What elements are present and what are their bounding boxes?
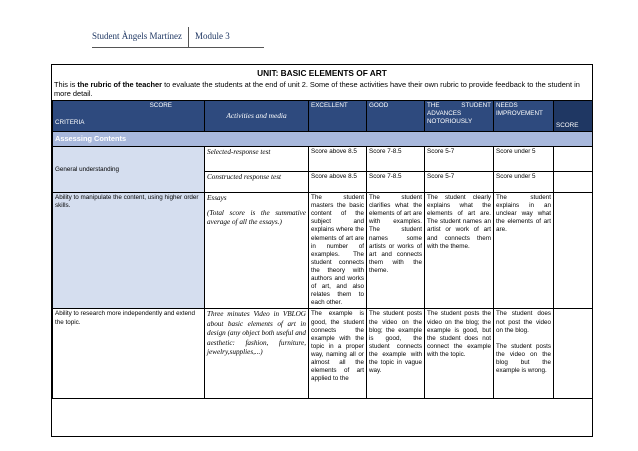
- cell-needs: Score under 5: [494, 147, 554, 172]
- cell-good: The student posts the video on the blog; the example is good, the student connects the example with the topic in vague way.: [367, 309, 425, 399]
- unit-title: UNIT: BASIC ELEMENTS OF ART: [257, 68, 387, 78]
- header-row: [53, 101, 593, 132]
- cell-advances: The student clearly explains what the elements of art are. The student names an artist or work of art and connects them with the theme.: [425, 193, 494, 309]
- intro-paragraph: [52, 80, 592, 100]
- cell-excellent: Score above 8.5: [309, 147, 367, 172]
- activities-header: Activities and media: [205, 101, 309, 132]
- cell-score: [554, 147, 593, 172]
- cell-good: Score 7-8.5: [367, 172, 425, 193]
- advances-header: THE STUDENT ADVANCES NOTORIOUSLY: [425, 101, 494, 132]
- criteria-general-understanding: General understanding: [53, 147, 205, 193]
- intro-bold: the rubric of the teacher: [77, 80, 163, 89]
- cell-advances: The student posts the video on the blog; the example is good, but the student does not connect the example with the topic.: [425, 309, 494, 399]
- needs-text-1: The student does not post the video on the blog.: [496, 310, 551, 334]
- module-label: Module 3: [194, 31, 230, 41]
- activity-essays-note: (Total score is the summative average of all the essays.): [207, 208, 306, 227]
- excellent-header: EXCELLENT: [309, 101, 367, 132]
- intro-prefix: This is: [54, 80, 78, 89]
- activity-essays-title: Essays: [207, 194, 227, 203]
- table-row: [53, 193, 593, 309]
- cell-needs: [494, 309, 554, 399]
- activity-video-vblog: Three minutes Video in VBLOG about basic elements of art in design (any object both useful and aesthetic: fashion, furniture, jewelry,supplies,...): [205, 309, 309, 399]
- cell-advances: Score 5-7: [425, 172, 494, 193]
- rubric-table: [52, 100, 593, 399]
- section-title: Assessing Contents: [53, 132, 593, 147]
- needs-header: NEEDS IMPROVEMENT: [494, 101, 554, 132]
- cell-score: [554, 193, 593, 309]
- table-row: [53, 147, 593, 172]
- criteria-manipulate-content: Ability to manipulate the content, using higher order skills.: [53, 193, 205, 309]
- score-column-header: SCORE: [554, 101, 593, 132]
- criteria-header-label: CRITERIA: [55, 118, 85, 126]
- student-name: Student Àngels Martínez: [92, 31, 182, 41]
- header-divider: [188, 27, 189, 47]
- needs-text-2: The student posts the video on the blog but the example is wrong.: [496, 342, 551, 374]
- good-header: GOOD: [367, 101, 425, 132]
- cell-score: [554, 309, 593, 399]
- criteria-research: Ability to research more independently and extend the topic.: [53, 309, 205, 399]
- cell-excellent: The example is good, the student connects the example with the topic in a proper way, naming all or almost all the elements of art applied to the: [309, 309, 367, 399]
- cell-good: The student clarifies what the elements of art are with examples. The student names some artists or works of art and connects them with the theme.: [367, 193, 425, 309]
- activity-essays: [205, 193, 309, 309]
- cell-excellent: The student masters the basic content of the subject and explains where the elements of art are in number of examples. The student connects the theory with authors and works of art, and also relates them to each other.: [309, 193, 367, 309]
- cell-score: [554, 172, 593, 193]
- section-row: [53, 132, 593, 147]
- page-header: [92, 27, 230, 47]
- header-underline: [92, 47, 264, 48]
- cell-advances: Score 5-7: [425, 147, 494, 172]
- cell-good: Score 7-8.5: [367, 147, 425, 172]
- activity-constructed-response: Constructed response test: [205, 172, 309, 193]
- rubric-document: [51, 64, 593, 437]
- activity-selected-response: Selected-response test: [205, 147, 309, 172]
- cell-needs: The student explains in an unclear way what the elements of art are.: [494, 193, 554, 309]
- score-header-label: SCORE: [149, 102, 172, 109]
- cell-excellent: Score above 8.5: [309, 172, 367, 193]
- intro-suffix: to evaluate the students at the end of unit 2. Some of these activities have their own rubric to provide feedback to the student in more detail.: [54, 80, 580, 98]
- table-row: [53, 309, 593, 399]
- score-criteria-cell: [53, 101, 205, 132]
- cell-needs: Score under 5: [494, 172, 554, 193]
